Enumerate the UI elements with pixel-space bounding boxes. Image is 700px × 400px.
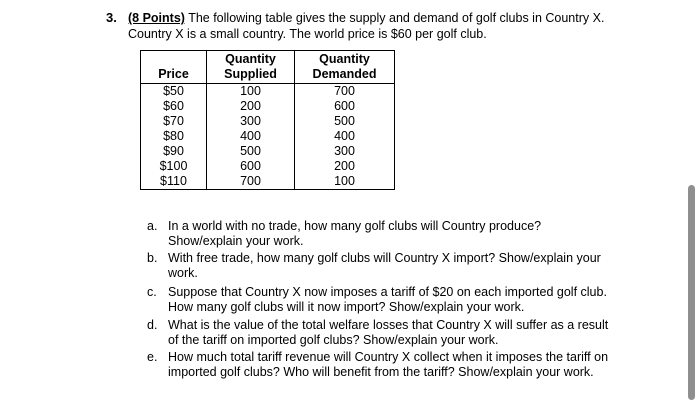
subquestion-letter: a. [147,219,158,233]
question-number: 3. [106,10,117,25]
cell-price: $90 [141,144,207,159]
subquestion-letter: e. [147,350,158,364]
subquestion-b [147,251,617,281]
table-header-row [141,51,395,84]
cell-demanded: 500 [295,114,395,129]
table-row [141,99,395,114]
cell-demanded: 400 [295,129,395,144]
subquestion-text: What is the value of the total welfare losses that Country X will suffer as a result of the tariff on imported golf clubs? Show/explain your work. [168,318,609,347]
table-row [141,129,395,144]
subquestion-letter: c. [147,285,157,299]
scrollbar-thumb[interactable] [688,185,695,400]
cell-price: $50 [141,84,207,100]
cell-demanded: 200 [295,159,395,174]
subquestion-text: With free trade, how many golf clubs will Country X import? Show/explain your work. [168,251,601,280]
cell-supplied: 100 [207,84,295,100]
table-row [141,114,395,129]
cell-demanded: 600 [295,99,395,114]
table-row [141,159,395,174]
cell-price: $80 [141,129,207,144]
cell-supplied: 300 [207,114,295,129]
subquestion-c [147,285,617,315]
subquestion-d [147,318,617,348]
subquestion-letter: b. [147,251,158,265]
subquestion-e [147,350,617,380]
subquestion-letter: d. [147,318,158,332]
subquestion-a [147,219,617,249]
table-row [141,144,395,159]
cell-supplied: 200 [207,99,295,114]
question-line-1 [128,10,604,26]
cell-supplied: 600 [207,159,295,174]
question-text-1: The following table gives the supply and demand of golf clubs in Country X. [184,11,605,25]
header-quantity-demanded: Quantity Demanded [295,51,395,84]
table-row [141,84,395,100]
header-price: Price [141,51,207,84]
header-quantity-supplied: Quantity Supplied [207,51,295,84]
subquestion-text: Suppose that Country X now imposes a tariff of $20 on each imported golf club. How many golf clubs will it now import? Show/explain your work. [168,285,607,314]
subquestion-text: How much total tariff revenue will Country X collect when it imposes the tariff on imported golf clubs? Who will benefit from the tariff? Show/explain your work. [168,350,609,379]
table-row [141,174,395,190]
cell-price: $110 [141,174,207,190]
cell-price: $70 [141,114,207,129]
cell-demanded: 300 [295,144,395,159]
subquestion-text: In a world with no trade, how many golf clubs will Country produce? Show/explain your work. [168,219,542,248]
question-points: (8 Points) [128,11,185,25]
cell-demanded: 700 [295,84,395,100]
cell-price: $100 [141,159,207,174]
cell-supplied: 700 [207,174,295,190]
cell-supplied: 400 [207,129,295,144]
cell-supplied: 500 [207,144,295,159]
cell-price: $60 [141,99,207,114]
supply-demand-table [140,50,395,190]
cell-demanded: 100 [295,174,395,190]
question-line-2: Country X is a small country. The world price is $60 per golf club. [128,27,487,41]
